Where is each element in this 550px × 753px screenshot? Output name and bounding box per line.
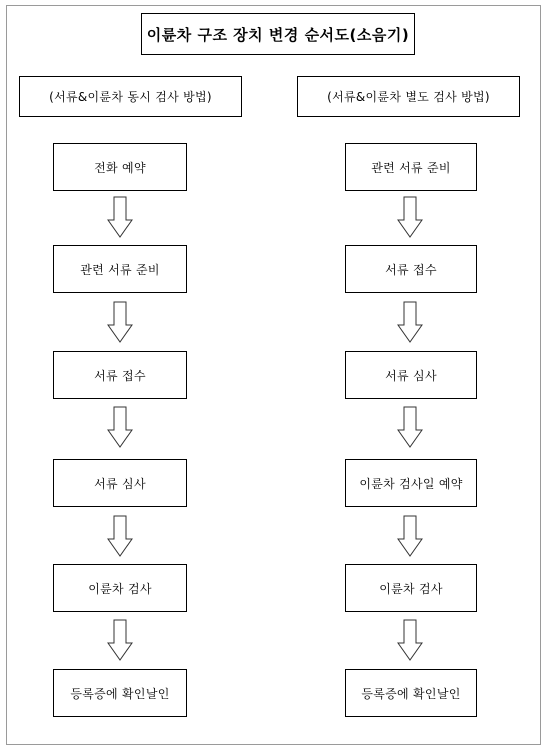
down-arrow-icon — [397, 515, 423, 557]
left-step-2: 관련 서류 준비 — [53, 245, 187, 293]
right-step-6: 등록증에 확인날인 — [345, 669, 477, 717]
left-step-3: 서류 접수 — [53, 351, 187, 399]
left-step-6: 등록증에 확인날인 — [53, 669, 187, 717]
right-step-4: 이륜차 검사일 예약 — [345, 459, 477, 507]
down-arrow-icon — [107, 515, 133, 557]
left-step-5: 이륜차 검사 — [53, 564, 187, 612]
right-method-label: (서류&이륜차 별도 검사 방법) — [297, 76, 520, 117]
down-arrow-icon — [107, 301, 133, 343]
down-arrow-icon — [107, 619, 133, 661]
down-arrow-icon — [397, 406, 423, 448]
left-step-1: 전화 예약 — [53, 143, 187, 191]
flowchart-title: 이륜차 구조 장치 변경 순서도(소음기) — [141, 13, 415, 55]
right-step-3: 서류 심사 — [345, 351, 477, 399]
down-arrow-icon — [107, 196, 133, 238]
down-arrow-icon — [107, 406, 133, 448]
down-arrow-icon — [397, 619, 423, 661]
down-arrow-icon — [397, 301, 423, 343]
right-step-1: 관련 서류 준비 — [345, 143, 477, 191]
right-step-2: 서류 접수 — [345, 245, 477, 293]
right-step-5: 이륜차 검사 — [345, 564, 477, 612]
left-step-4: 서류 심사 — [53, 459, 187, 507]
down-arrow-icon — [397, 196, 423, 238]
left-method-label: (서류&이륜차 동시 검사 방법) — [19, 76, 242, 117]
